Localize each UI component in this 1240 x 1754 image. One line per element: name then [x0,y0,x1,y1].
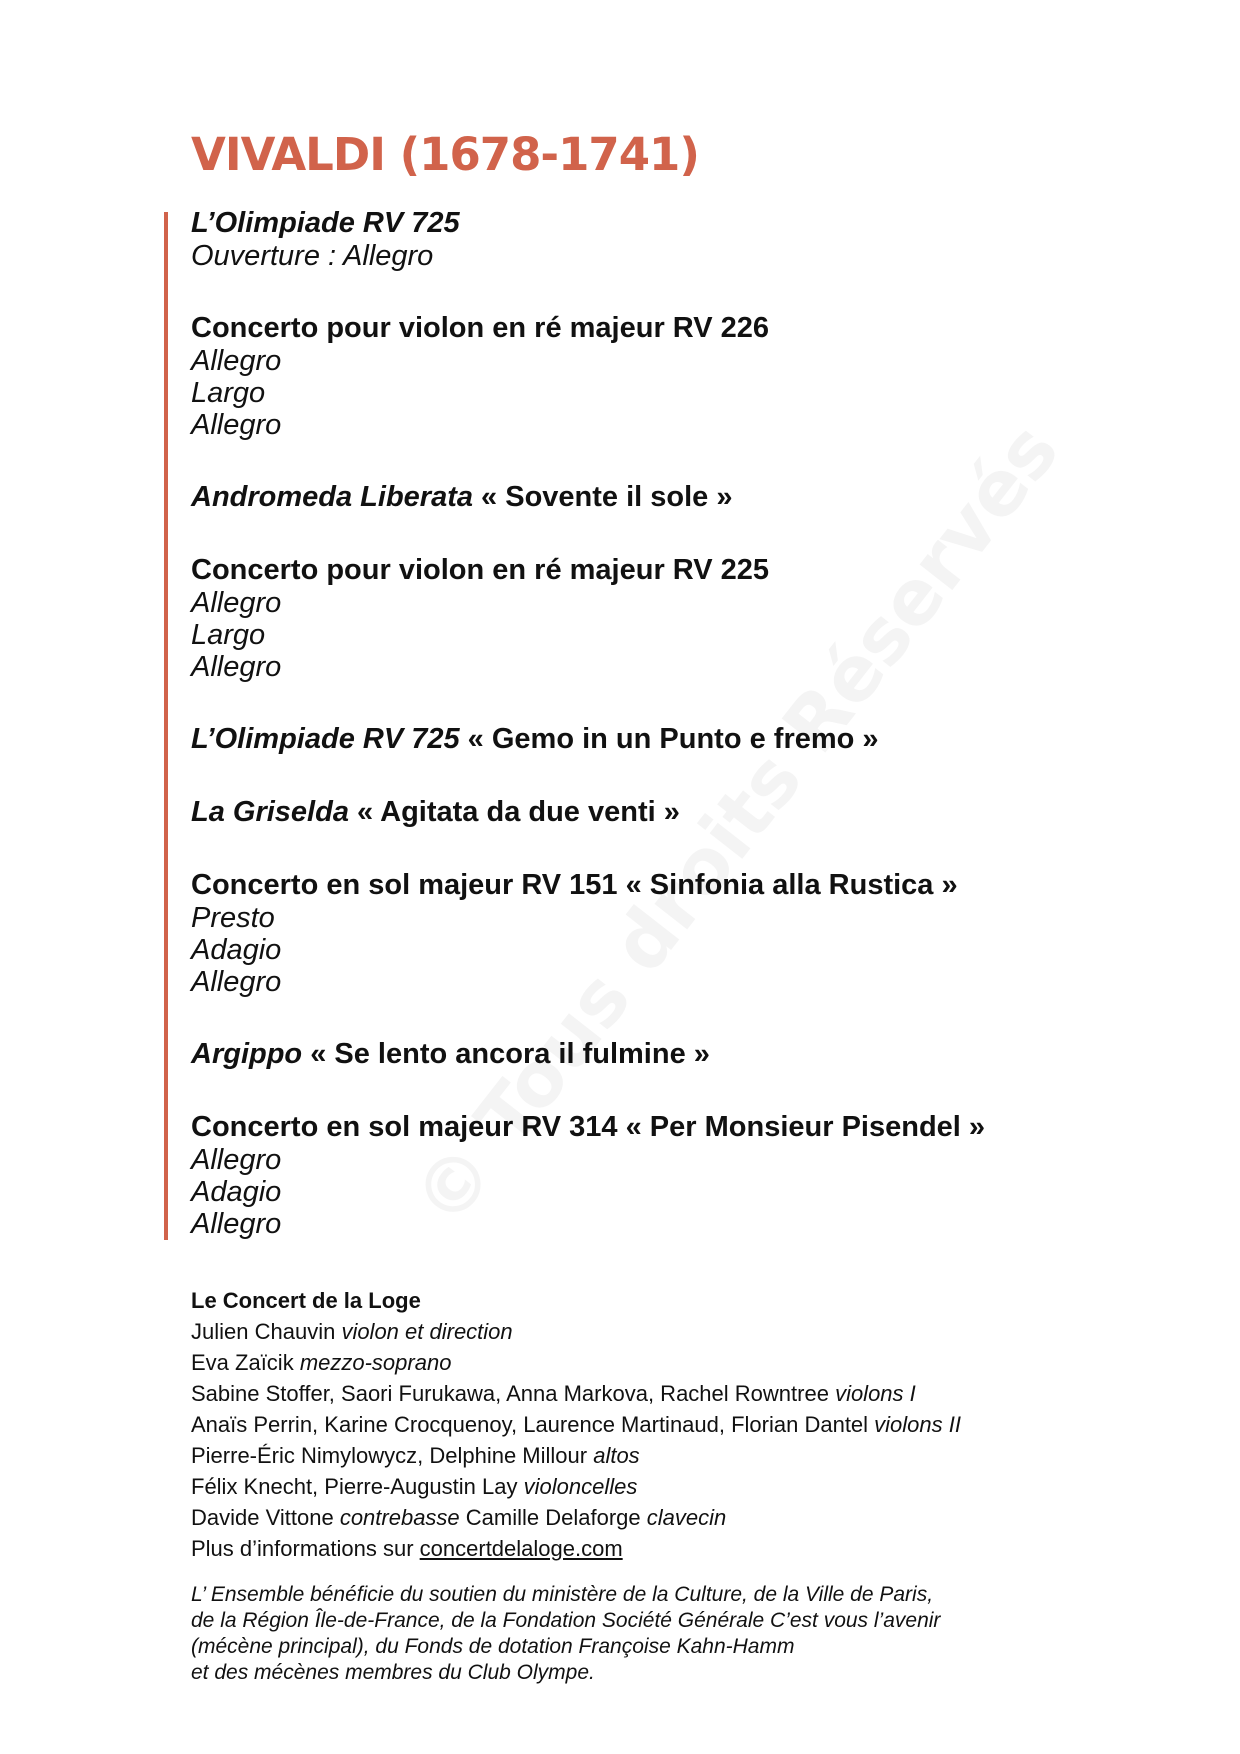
movement: Allegro [191,587,282,619]
program-work [191,554,1051,683]
movement: Largo [191,377,266,409]
program-work [191,1111,1051,1240]
credit-role: violoncelles [523,1474,638,1499]
credit-line [191,1502,1091,1533]
work-title [191,1038,1051,1071]
work-title [191,312,1051,345]
credit-role: violons I [835,1381,916,1406]
work-title [191,1111,1051,1144]
support-line: et des mécènes membres du Club Olympe. [191,1661,595,1684]
work-title-rest: « Agitata da due venti » [348,796,680,828]
work-title [191,796,1051,829]
work-title-rest: Concerto pour violon en ré majeur RV 226 [191,312,770,344]
work-title-rest: « Se lento ancora il fulmine » [302,1038,710,1070]
movement: Presto [191,902,275,934]
movement: Ouverture : Allegro [191,240,434,272]
work-title-italic: Andromeda Liberata [191,481,473,513]
movement: Adagio [191,934,282,966]
program-work [191,1038,1051,1071]
program-work [191,481,1051,514]
work-title-italic: L’Olimpiade RV 725 [191,207,460,239]
credit-line [191,1378,1091,1409]
work-title-italic: La Griselda [191,796,349,828]
movement: Allegro [191,1144,282,1176]
accent-rule [164,212,168,1240]
credit-role: mezzo-soprano [299,1350,452,1375]
movement: Largo [191,619,266,651]
program-work [191,869,1051,998]
credit-names: Julien Chauvin [191,1319,342,1344]
work-title-rest: « Gemo in un Punto e fremo » [459,723,879,755]
info-line [191,1533,1091,1564]
credit-names: Davide Vittone [191,1505,340,1530]
movement: Adagio [191,1176,282,1208]
credit-line [191,1347,1091,1378]
info-prefix: Plus d’informations sur [191,1536,420,1561]
work-title-italic: Argippo [191,1038,303,1070]
credit-line [191,1409,1091,1440]
credit-names: Pierre-Éric Nimylowycz, Delphine Millour [191,1443,594,1468]
credits [191,1285,1091,1564]
support-line: (mécène principal), du Fonds de dotation Françoise Kahn-Hamm [191,1635,795,1658]
credit-names: Félix Knecht, Pierre-Augustin Lay [191,1474,524,1499]
support-notice [191,1582,1091,1686]
credit-names: Camille Delaforge [459,1505,647,1530]
work-title [191,723,1051,756]
credit-names: Sabine Stoffer, Saori Furukawa, Anna Markova, Rachel Rowntree [191,1381,836,1406]
website-link[interactable]: concertdelaloge.com [419,1536,623,1561]
credit-role: violons II [874,1412,961,1437]
work-title [191,481,1051,514]
movement: Allegro [191,651,282,683]
program-work [191,796,1051,829]
work-title-rest: Concerto en sol majeur RV 314 « Per Monsieur Pisendel » [191,1111,986,1143]
work-title-rest: « Sovente il sole » [473,481,733,513]
credit-role: clavecin [646,1505,727,1530]
work-title-italic: L’Olimpiade RV 725 [191,723,460,755]
credit-line [191,1316,1091,1347]
movement: Allegro [191,345,282,377]
program-list [191,207,1051,1280]
credit-line [191,1471,1091,1502]
program-work [191,312,1051,441]
support-line: L’ Ensemble bénéficie du soutien du ministère de la Culture, de la Ville de Paris, [191,1583,934,1606]
program-work [191,723,1051,756]
work-title [191,554,1051,587]
composer-heading: VIVALDI (1678-1741) [191,128,699,181]
movement: Allegro [191,966,282,998]
movement: Allegro [191,409,282,441]
ensemble-name: Le Concert de la Loge [191,1288,421,1313]
credit-role: contrebasse [339,1505,460,1530]
work-title [191,207,1051,240]
support-line: de la Région Île-de-France, de la Fondation Société Générale C’est vous l’avenir [191,1609,941,1632]
credit-role: violon et direction [341,1319,513,1344]
work-title [191,869,1051,902]
program-work [191,207,1051,272]
credit-line [191,1440,1091,1471]
work-title-rest: Concerto pour violon en ré majeur RV 225 [191,554,770,586]
credit-role: altos [593,1443,640,1468]
credit-names: Anaïs Perrin, Karine Crocquenoy, Laurence Martinaud, Florian Dantel [191,1412,875,1437]
work-title-rest: Concerto en sol majeur RV 151 « Sinfonia alla Rustica » [191,869,958,901]
movement: Allegro [191,1208,282,1240]
credit-names: Eva Zaïcik [191,1350,300,1375]
